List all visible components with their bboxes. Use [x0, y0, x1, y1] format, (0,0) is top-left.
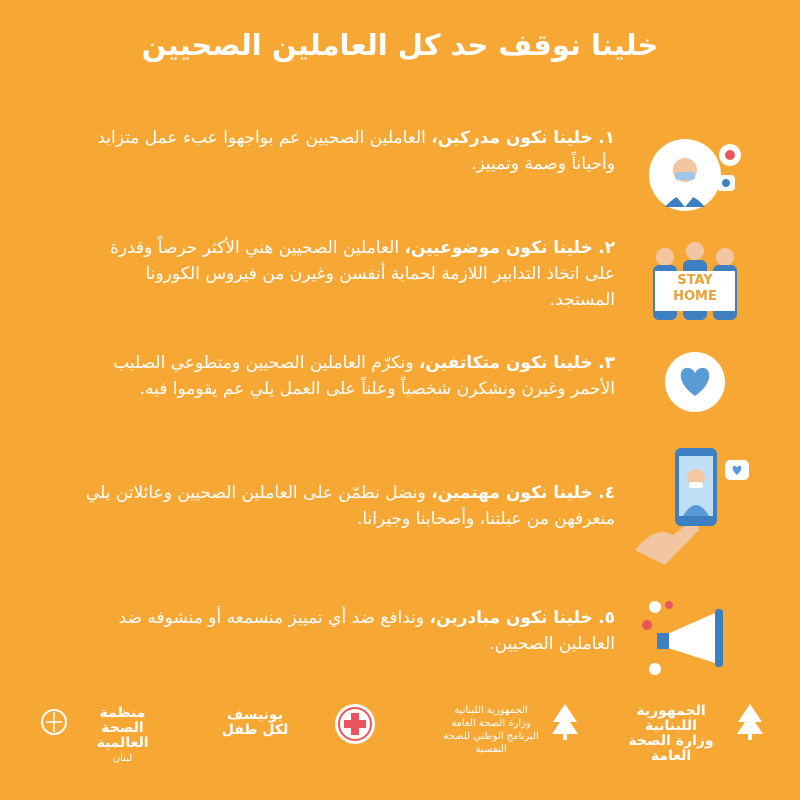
- item-text: [75, 125, 615, 177]
- stay-home-icon: [635, 235, 755, 335]
- moph-logo: [605, 702, 765, 782]
- who-name-2: الصحة العالمية: [96, 720, 149, 751]
- cedar-icon: [735, 702, 765, 740]
- item-number: ٣.: [598, 353, 615, 373]
- item-number: ١.: [598, 128, 615, 148]
- who-country: لبنان: [112, 753, 133, 764]
- unicef-tagline: لكل طفل: [221, 722, 289, 738]
- item-heading: خلينا نكون مبادرين،: [429, 608, 593, 628]
- moph-mental-health-logo: [440, 702, 580, 782]
- program-name: البرنامج الوطني للصحة النفسية: [443, 731, 539, 755]
- stay-home-sign: STAY HOME: [673, 273, 717, 304]
- globe-icon: [40, 708, 68, 736]
- list-item: [75, 480, 755, 590]
- list-item: [75, 235, 755, 345]
- item-heading: خلينا نكون مهتمين،: [431, 483, 593, 503]
- cedar-icon: [550, 702, 580, 740]
- item-body: ونكرّم العاملين الصحيين ومتطوعي الصليب الأحمر وغيرن ونشكرن شخصياً وعلناً على العمل يلي عم يقوموا فيه.: [113, 353, 615, 399]
- item-heading: خلينا نكون مدركين،: [431, 128, 593, 148]
- unicef-name: يونيسف: [227, 707, 283, 723]
- item-number: ٤.: [598, 483, 615, 503]
- health-worker-icon: [635, 125, 755, 225]
- republic-name: الجمهورية اللبنانية: [454, 705, 528, 716]
- page-title: خلينا نوقف حد كل العاملين الصحيين: [141, 28, 659, 62]
- red-cross-logo: [330, 702, 380, 782]
- red-cross-icon: [333, 702, 377, 746]
- republic-name: الجمهورية اللبنانية: [636, 703, 706, 734]
- item-heading: خلينا نكون موضوعيين،: [404, 238, 593, 258]
- item-number: ٢.: [598, 238, 615, 258]
- unicef-logo: [205, 702, 305, 782]
- phone-call-icon: [635, 440, 755, 570]
- item-body: وندافع ضد أي تمييز منسمعه أو منشوفه ضد العاملين الصحيين.: [118, 608, 615, 654]
- item-body: ونضل نطمّن على العاملين الصحيين وعائلاتن يلي منعرفهن من عيلتنا، وأصحابنا وجيرانا.: [85, 483, 615, 529]
- list-item: [75, 605, 755, 715]
- item-text: [75, 480, 615, 532]
- ministry-name: وزارة الصحة العامة: [628, 733, 714, 764]
- item-body: العاملين الصحيين عم بواجهوا عبء عمل متزايد وأحياناً وصمة وتمييز.: [97, 128, 615, 174]
- list-item: [75, 125, 755, 235]
- item-text: [75, 605, 615, 657]
- item-number: ٥.: [598, 608, 615, 628]
- who-logo: [40, 702, 170, 782]
- footer-logos: [0, 702, 800, 782]
- item-body: العاملين الصحيين هني الأكثر حرصاً وقدرة على اتخاذ التدابير اللازمة لحماية أنفسن وغيرن من فيروس الكورونا المستجد.: [109, 238, 615, 310]
- item-heading: خلينا نكون متكاتفين،: [418, 353, 593, 373]
- megaphone-icon: [635, 585, 755, 685]
- item-text: [75, 350, 615, 402]
- who-name-1: منظمة: [99, 705, 146, 721]
- item-text: [75, 235, 615, 313]
- ministry-name: وزارة الصحة العامة: [451, 718, 531, 729]
- heart-bubble-icon: [635, 350, 755, 450]
